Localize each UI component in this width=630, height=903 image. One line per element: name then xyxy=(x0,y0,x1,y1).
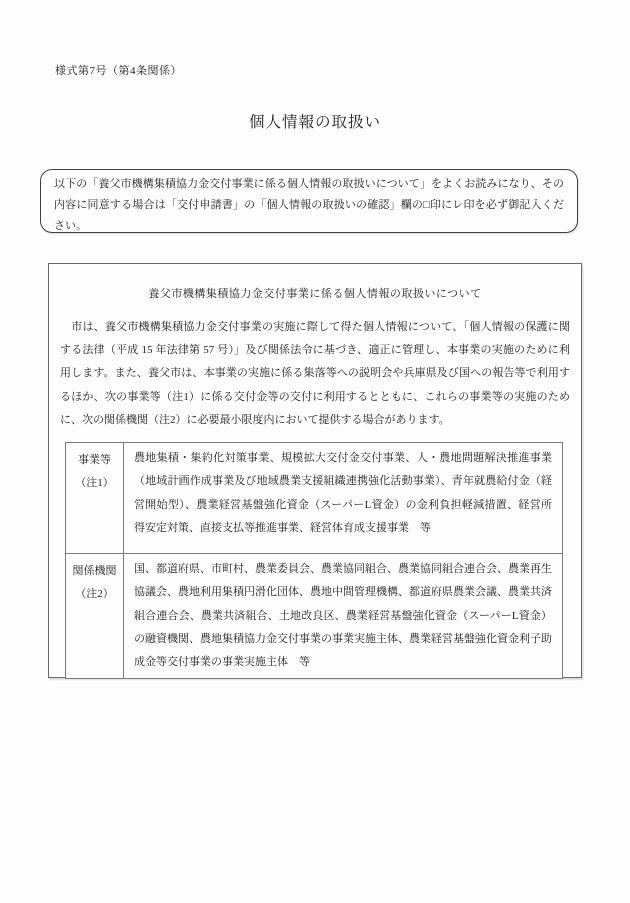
consent-notice-box xyxy=(40,169,578,233)
page-title: 個人情報の取扱い xyxy=(248,114,381,131)
table-row xyxy=(66,443,563,554)
related-items-table xyxy=(65,442,563,679)
row-header-businesses-line1: 事業等 xyxy=(78,454,111,466)
consent-notice-text: 以下の「養父市機構集積協力金交付事業に係る個人情報の取扱いについて」をよくお読みになり、その内容に同意する場合は「交付申請書」の「個人情報の取扱いの確認」欄の□印にレ印を必ず御記入ください。 xyxy=(54,178,564,232)
row-header-agencies-line1: 関係機関 xyxy=(72,565,117,577)
table-row xyxy=(66,554,563,679)
form-number-label: 様式第7号（第4条関係） xyxy=(55,65,182,77)
row-header-agencies-line2: （注2） xyxy=(75,588,114,600)
privacy-policy-title: 養父市機構集積協力金交付事業に係る個人情報の取扱いについて xyxy=(148,288,482,300)
row-content-businesses: 農地集積・集約化対策事業、規模拡大交付金交付事業、人・農地問題解決推進事業（地域計画作成事業及び地域農業支援組織連携強化活動事業）、青年就農給付金（経営開始型）、農業経営基盤強化資金（スーパーL資金）の金利負担軽減措置、経営所得安定対策、直接支払等推進事業、経営体育成支援事業 等 xyxy=(124,443,563,554)
row-header-agencies xyxy=(66,554,124,679)
row-header-businesses xyxy=(66,443,124,554)
row-header-businesses-line2: （注1） xyxy=(75,477,114,489)
privacy-policy-body: 市は、養父市機構集積協力金交付事業の実施に際して得た個人情報について、「個人情報の保護に関する法律（平成 15 年法律第 57 号）」及び関係法令に基づき、適正に管理し、本事業の実施のために利用します。また、養父市は、本事業の実施に係る集落等への説明会や兵庫県及び国への報告等で利用するほか、次の事業等（注1）に係る交付金等の交付に利用するとともに、これらの事業等の実施のために、次の関係機関（注2）に必要最小限度内において提供する場合があります。 xyxy=(60,321,570,426)
privacy-policy-box xyxy=(48,263,582,678)
row-content-agencies: 国、都道府県、市町村、農業委員会、農業協同組合、農業協同組合連合会、農業再生協議会、農地利用集積円滑化団体、農地中間管理機構、都道府県農業会議、農業共済組合連合会、農業共済組合、土地改良区、農業経営基盤強化資金（スーパーL資金）の融資機関、農地集積協力金交付事業の事業実施主体、農業経営基盤強化資金利子助成金等交付事業の事業実施主体 等 xyxy=(124,554,563,679)
